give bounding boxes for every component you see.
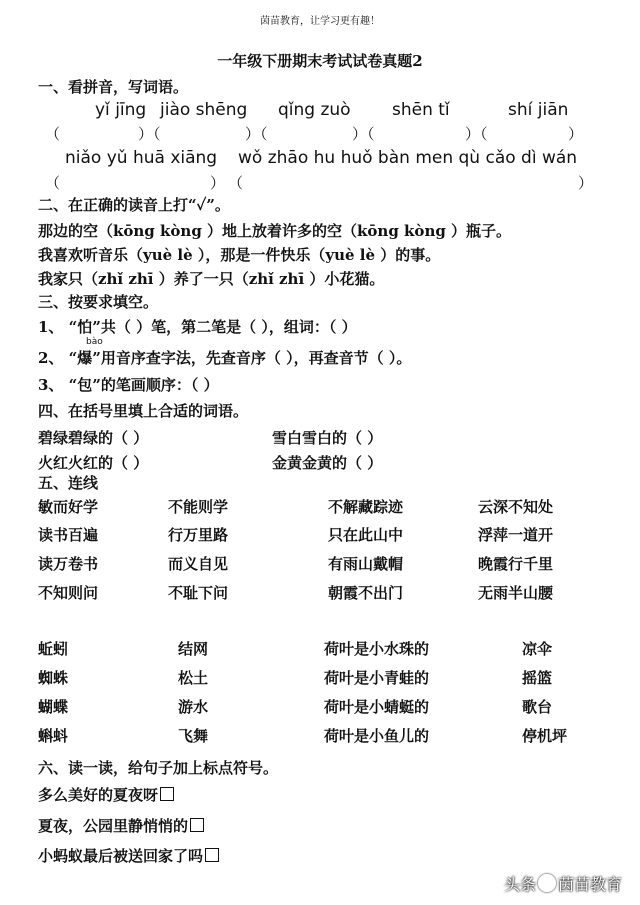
section5-heading: 五、连线 <box>38 474 99 492</box>
match-word: 浮萍一道开 <box>478 526 554 544</box>
match-word: 蝌蚪 <box>38 727 69 745</box>
match-word: 读书百遍 <box>38 526 99 544</box>
page-title: 一年级下册期末考试试卷真题2 <box>217 52 423 70</box>
s3-q1: 1、 “怕”共（ ）笔，第二笔是（ ），组词：（ ） <box>38 318 357 336</box>
pinyin-7: wǒ zhāo hu huǒ bàn men qù cǎo dì wán <box>238 148 578 168</box>
match-word: 云深不知处 <box>478 498 554 516</box>
match-word: 松土 <box>178 669 209 687</box>
match-word: 停机坪 <box>522 727 568 745</box>
match-word: 晚霞行千里 <box>478 555 554 573</box>
pinyin-3: qǐng zuò <box>278 100 351 120</box>
blank-sep-4: ）（ <box>465 125 488 143</box>
blank-open-1: （ <box>45 125 61 143</box>
match-word: 行万里路 <box>168 526 229 544</box>
match-word: 无雨半山腰 <box>478 584 554 602</box>
match-word: 蝴蝶 <box>38 698 69 716</box>
s2-line-1: 那边的空（kōng kòng ）地上放着许多的空（kōng kòng ）瓶子。 <box>38 222 512 240</box>
blank-close-5: ） <box>568 125 584 143</box>
punctuation-box[interactable] <box>160 787 174 801</box>
punctuation-box[interactable] <box>190 818 204 832</box>
page-header: 茵苗教育，让学习更有趣！ <box>260 16 380 27</box>
blank-close-7: ） <box>578 174 594 192</box>
match-word: 飞舞 <box>178 727 209 745</box>
match-word: 荷叶是小鱼儿的 <box>324 727 430 745</box>
match-word: 荷叶是小水珠的 <box>324 640 430 658</box>
watermark-prefix: 头条 <box>503 875 536 894</box>
s2-line-2: 我喜欢听音乐（yuè lè ），那是一件快乐（yuè lè ）的事。 <box>38 246 441 264</box>
s3-q2: 2、 “爆”用音序查字法，先查音序（ ），再查音节（ ）。 <box>38 349 412 367</box>
pinyin-4: shēn tǐ <box>392 100 450 120</box>
match-word: 不能则学 <box>168 498 229 516</box>
match-word: 朝霞不出门 <box>328 584 404 602</box>
match-word: 敏而好学 <box>38 498 99 516</box>
match-word: 只在此山中 <box>328 526 404 544</box>
blank-sep-2: ）（ <box>245 125 268 143</box>
section4-heading: 四、在括号里填上合适的词语。 <box>38 402 249 420</box>
watermark-name: 茵苗教育 <box>557 875 622 894</box>
blank-open-6: （ <box>45 174 61 192</box>
match-word: 荷叶是小蜻蜓的 <box>324 698 430 716</box>
s4-item-3: 火红火红的（ ） <box>38 454 149 472</box>
match-word: 不知则问 <box>38 584 99 602</box>
s2-line-3: 我家只（zhǐ zhī ）养了一只（zhǐ zhī ）小花猫。 <box>38 270 385 288</box>
at-icon <box>538 874 556 892</box>
s4-item-4: 金黄金黄的（ ） <box>272 454 383 472</box>
s6-sentence: 小蚂蚁最后被送回家了吗 <box>38 847 204 865</box>
blank-open-7: （ <box>228 174 244 192</box>
section3-heading: 三、按要求填空。 <box>38 293 159 311</box>
match-word: 凉伞 <box>522 640 553 658</box>
pinyin-1: yǐ jīng <box>95 100 147 120</box>
match-word: 荷叶是小青蛙的 <box>324 669 430 687</box>
match-word: 蜘蛛 <box>38 669 69 687</box>
s6-sentence: 夏夜，公园里静悄悄的 <box>38 817 189 835</box>
match-word: 读万卷书 <box>38 555 99 573</box>
section2-heading: 二、在正确的读音上打“✓”。 <box>38 196 230 214</box>
s6-sentence: 多么美好的夏夜呀 <box>38 786 159 804</box>
match-word: 不耻下问 <box>168 584 229 602</box>
blank-sep-3: ）（ <box>352 125 375 143</box>
match-word: 而义自见 <box>168 555 229 573</box>
s3-q3: 3、 “包”的笔画顺序：（ ） <box>38 376 219 394</box>
blank-sep-1: ）（ <box>138 125 161 143</box>
s6-line-3 <box>38 845 219 866</box>
match-word: 歌台 <box>522 698 553 716</box>
pinyin-2: jiào shēng <box>160 100 248 120</box>
section1-heading: 一、看拼音，写词语。 <box>38 78 189 96</box>
match-word: 结网 <box>178 640 209 658</box>
match-word: 有雨山戴帽 <box>328 555 404 573</box>
pinyin-5: shí jiān <box>508 100 569 120</box>
blank-close-6: ） <box>210 174 226 192</box>
s6-line-1 <box>38 784 174 805</box>
match-word: 摇篮 <box>522 669 553 687</box>
section6-heading: 六、读一读，给句子加上标点符号。 <box>38 759 279 777</box>
s4-item-1: 碧绿碧绿的（ ） <box>38 429 149 447</box>
watermark <box>504 872 622 895</box>
punctuation-box[interactable] <box>205 848 219 862</box>
s3-q2-pinyin: bào <box>86 337 103 347</box>
s4-item-2: 雪白雪白的（ ） <box>272 429 383 447</box>
match-word: 游水 <box>178 698 209 716</box>
match-word: 不解藏踪迹 <box>328 498 404 516</box>
match-word: 蚯蚓 <box>38 640 69 658</box>
s6-line-2 <box>38 815 204 836</box>
pinyin-6: niǎo yǔ huā xiāng <box>65 148 218 168</box>
